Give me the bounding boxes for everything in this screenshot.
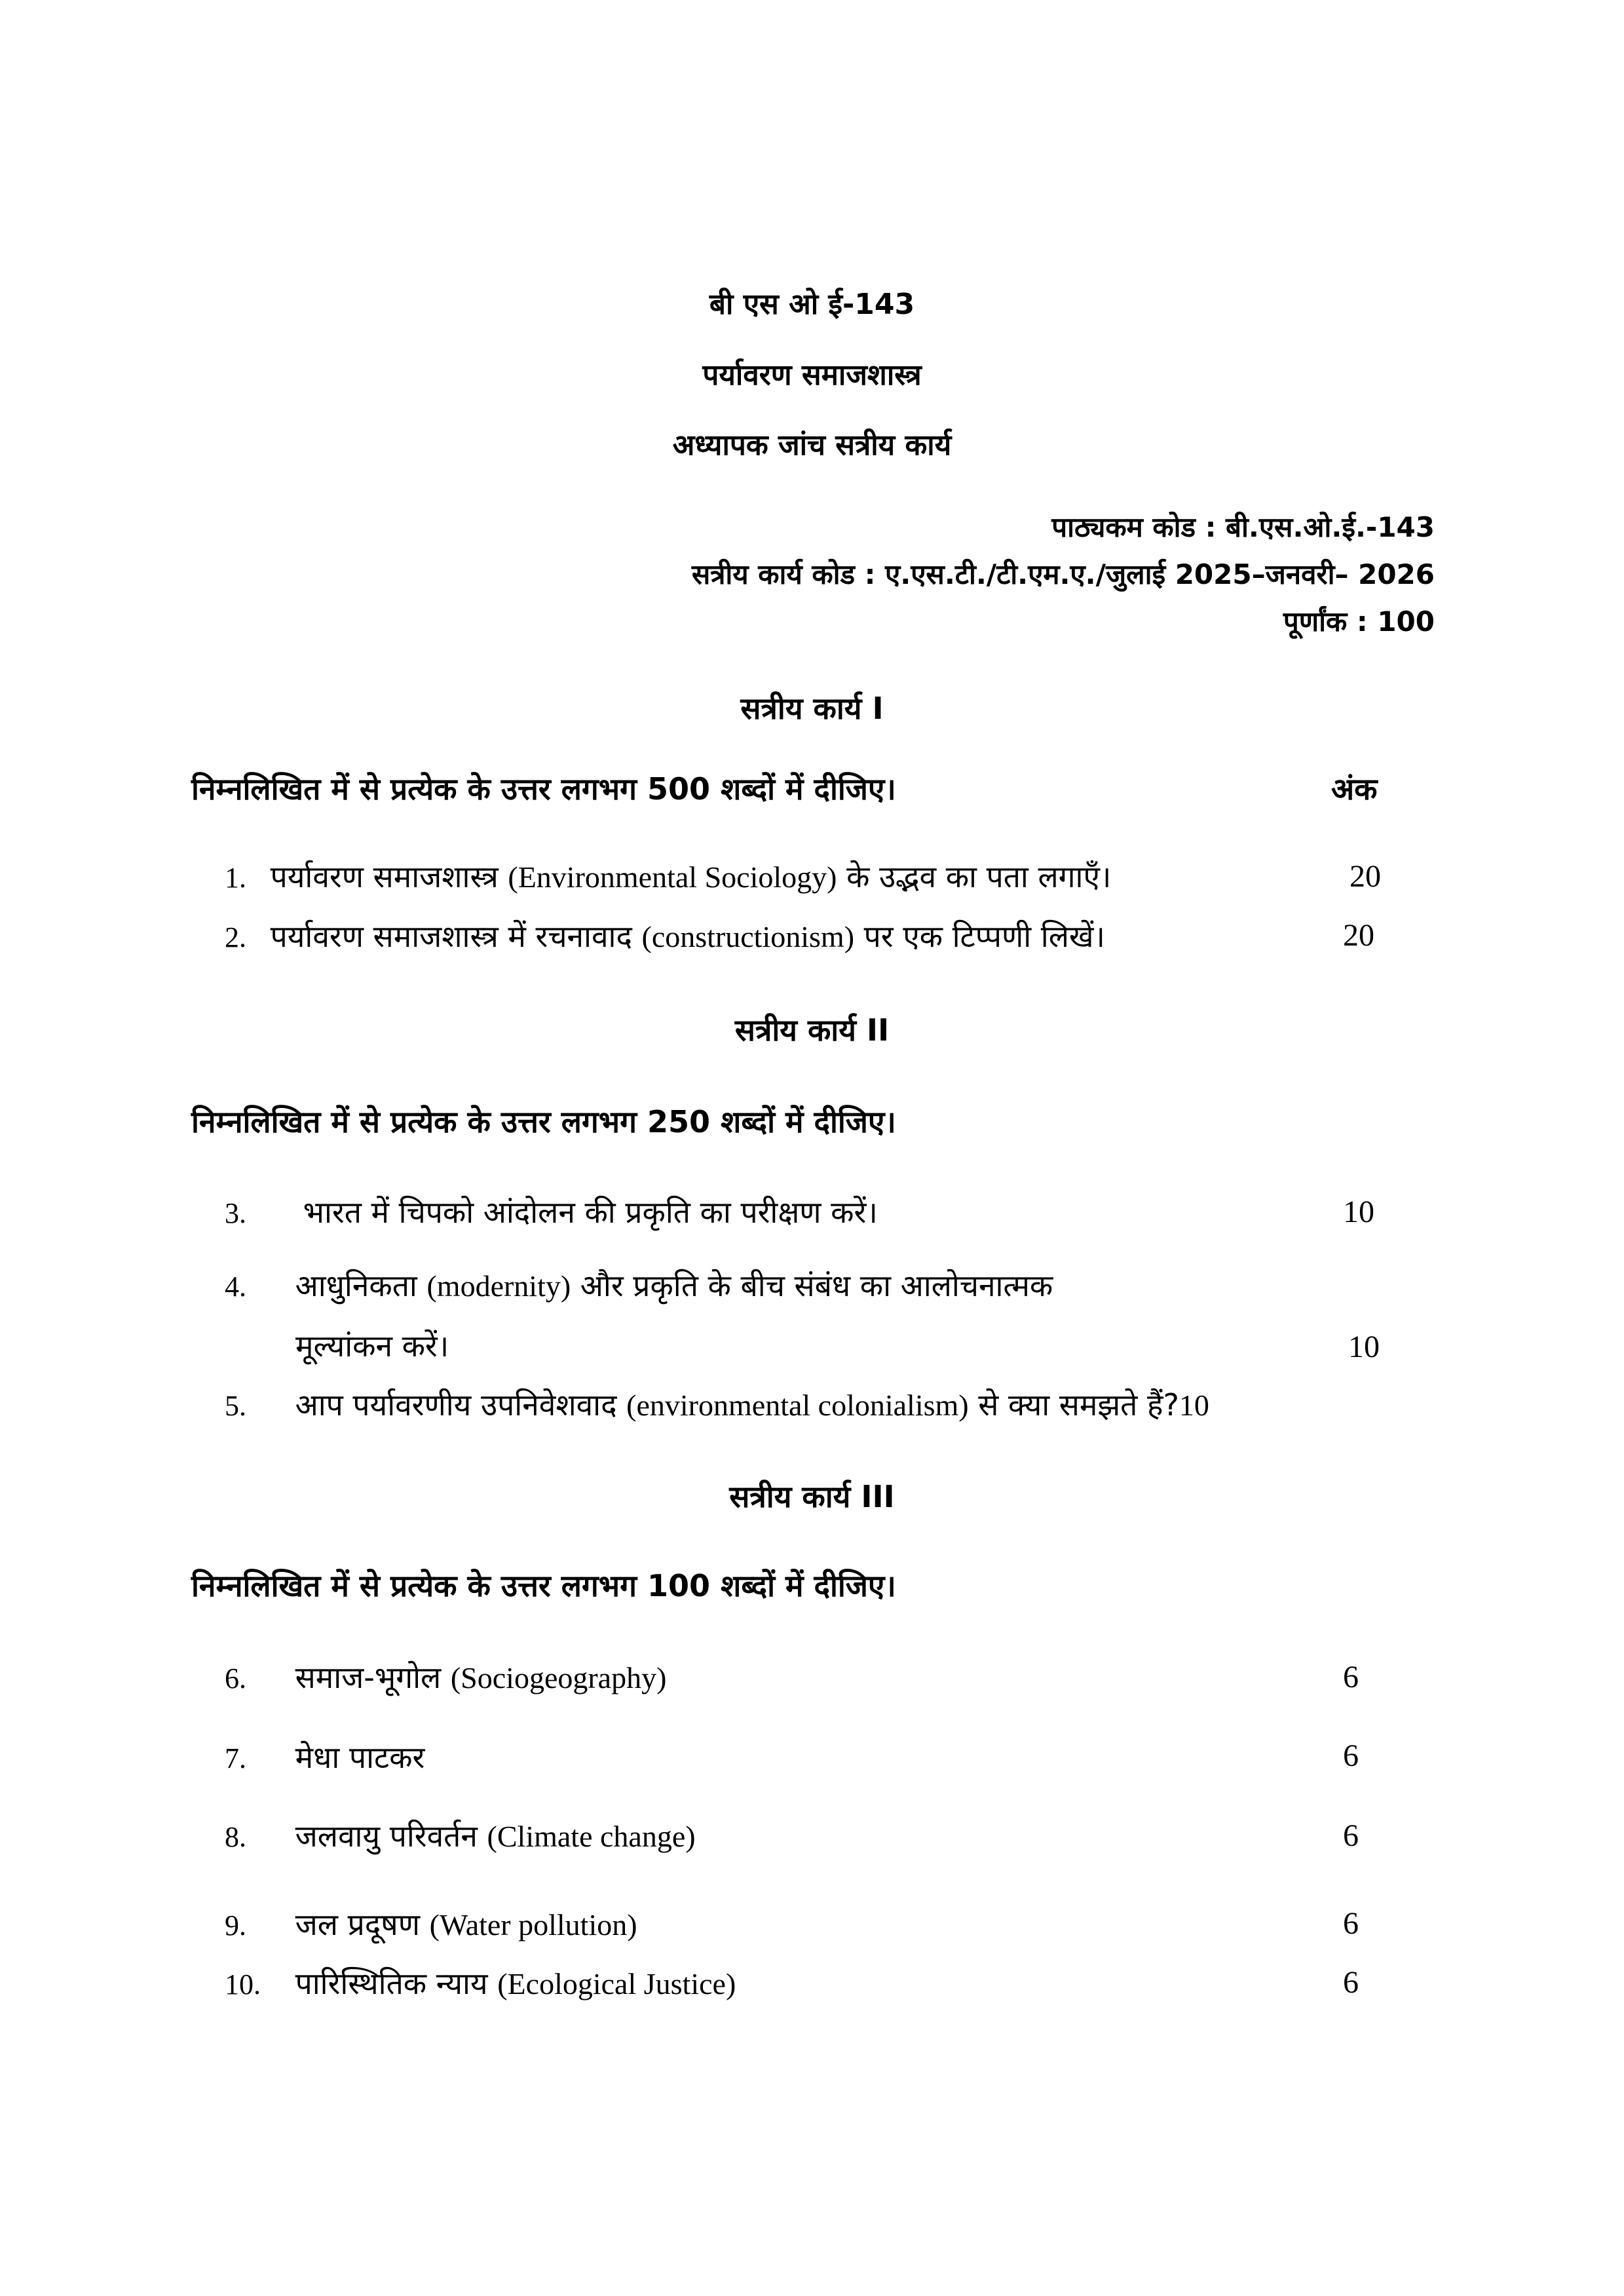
question-english-term: (environmental colonialism) <box>626 1388 969 1422</box>
course-code-line: पाठ्यकम कोड : बी.एस.ओ.ई.-143 <box>1051 511 1435 543</box>
question-2-marks: 20 <box>1343 918 1374 953</box>
question-text-end: पर एक टिप्पणी लिखें। <box>854 919 1105 954</box>
marks-header: अंक <box>1331 771 1378 807</box>
section-3-title: सत्रीय कार्य III <box>729 1479 895 1514</box>
question-english-term: (modernity) <box>426 1269 571 1303</box>
question-5-marks: 10 <box>1179 1388 1209 1422</box>
question-text: जलवायु परिवर्तन <box>295 1818 487 1854</box>
question-text: समाज-भूगोल <box>295 1660 451 1695</box>
question-number: 8. <box>225 1821 246 1853</box>
question-number: 10. <box>225 1968 261 2000</box>
question-text: आधुनिकता <box>295 1268 427 1303</box>
question-text: भारत में चिपको आंदोलन की प्रकृति का परीक्षण करें। <box>303 1195 878 1230</box>
question-text: पारिस्थितिक न्याय <box>295 1966 498 2001</box>
assignment-code-line: सत्रीय कार्य कोड : ए.एस.टी./टी.एम.ए./जुलाई 2025–जनवरी– 2026 <box>691 558 1435 590</box>
question-english-term: (Climate change) <box>487 1820 696 1853</box>
section-2-title: सत्रीय कार्य II <box>734 1012 890 1048</box>
max-marks-line: पूर्णांक : 100 <box>1283 605 1435 638</box>
question-text: पर्यावरण समाजशास्त्र में रचनावाद <box>270 919 642 954</box>
section-1-instruction: निम्नलिखित में से प्रत्येक के उत्तर लगभग 500 शब्दों में दीजिए। <box>191 771 896 807</box>
question-1 <box>225 856 1111 896</box>
section-2-instruction: निम्नलिखित में से प्रत्येक के उत्तर लगभग 250 शब्दों में दीजिए। <box>191 1104 896 1139</box>
assignment-subtitle: अध्यापक जांच सत्रीय कार्य <box>672 429 952 462</box>
question-4-marks: 10 <box>1348 1330 1380 1364</box>
question-4-line-2: मूल्यांकन करें। <box>295 1328 449 1364</box>
question-6-marks: 6 <box>1343 1660 1359 1694</box>
question-8-marks: 6 <box>1343 1818 1359 1853</box>
question-number: 3. <box>225 1197 246 1229</box>
question-number: 9. <box>225 1909 246 1942</box>
question-8 <box>225 1815 696 1856</box>
question-4 <box>225 1265 1053 1305</box>
question-7 <box>225 1736 425 1777</box>
question-5 <box>225 1384 1209 1425</box>
question-number: 4. <box>225 1271 246 1303</box>
question-text-end: और प्रकृति के बीच संबंध का आलोचनात्मक <box>571 1268 1053 1303</box>
question-1-marks: 20 <box>1350 859 1381 894</box>
question-text-end: के उद्भव का पता लगाएँ। <box>837 859 1112 894</box>
question-number: 2. <box>225 921 246 953</box>
question-english-term: (Ecological Justice) <box>497 1967 736 2000</box>
question-number: 7. <box>225 1742 246 1774</box>
question-10-marks: 6 <box>1343 1965 1359 2000</box>
question-3 <box>225 1191 878 1232</box>
question-text: मेधा पाटकर <box>295 1740 425 1775</box>
course-title: पर्यावरण समाजशास्त्र <box>702 358 922 392</box>
question-9 <box>225 1904 637 1944</box>
question-3-marks: 10 <box>1343 1195 1374 1229</box>
question-english-term: (Environmental Sociology) <box>508 860 837 894</box>
section-1-title: सत्रीय कार्य I <box>740 691 884 726</box>
question-english-term: (Water pollution) <box>429 1908 637 1942</box>
question-number: 1. <box>225 862 246 894</box>
section-3-instruction: निम्नलिखित में से प्रत्येक के उत्तर लगभग 100 शब्दों में दीजिए। <box>191 1568 896 1603</box>
question-number: 6. <box>225 1662 246 1694</box>
question-7-marks: 6 <box>1343 1738 1359 1773</box>
question-text: आप पर्यावरणीय उपनिवेशवाद <box>295 1387 627 1423</box>
question-text: पर्यावरण समाजशास्त्र <box>270 859 508 894</box>
question-text: जल प्रदूषण <box>295 1907 430 1942</box>
question-english-term: (constructionism) <box>641 920 855 953</box>
question-number: 5. <box>225 1390 246 1422</box>
course-code-heading: बी एस ओ ई-143 <box>709 288 915 321</box>
question-6 <box>225 1656 666 1697</box>
question-english-term: (Sociogeography) <box>450 1661 667 1694</box>
question-9-marks: 6 <box>1343 1906 1359 1941</box>
question-text-end: से क्या समझते हैं? <box>968 1387 1179 1423</box>
question-10 <box>225 1962 736 2003</box>
question-2 <box>225 915 1105 956</box>
